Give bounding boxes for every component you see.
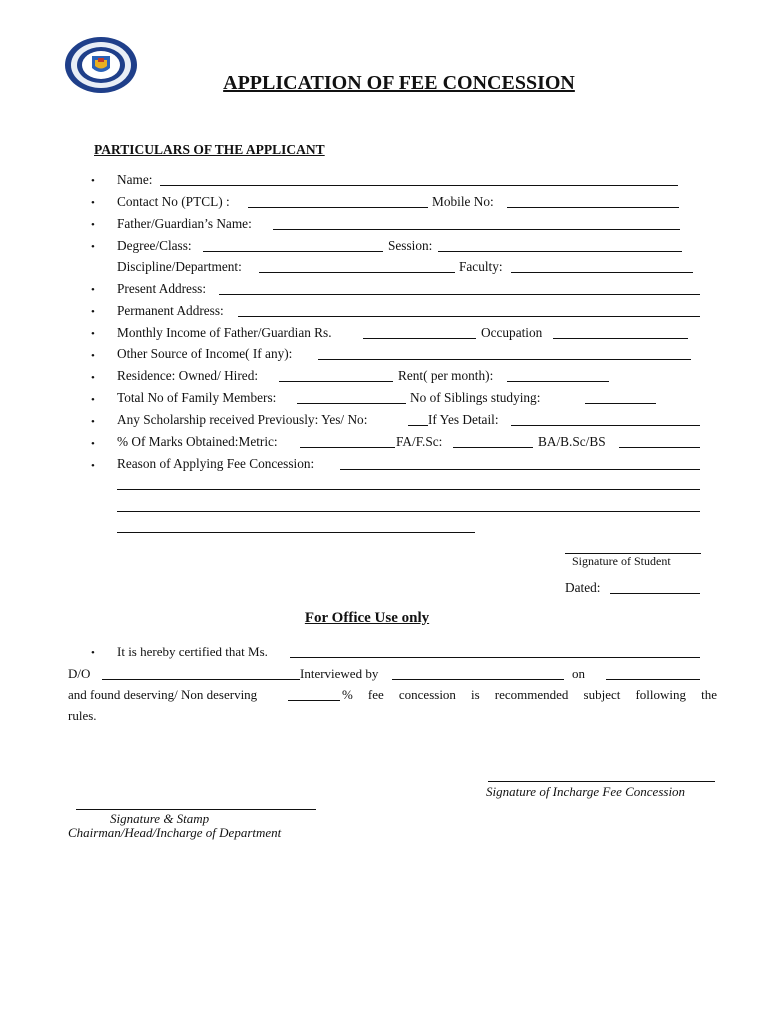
- father-name-field[interactable]: [273, 229, 680, 230]
- bullet: •: [91, 328, 95, 340]
- bullet: •: [91, 197, 95, 209]
- scholarship-detail-field[interactable]: [511, 425, 700, 426]
- name-field[interactable]: [160, 185, 678, 186]
- certified-label: It is hereby certified that Ms.: [117, 644, 268, 659]
- contact-label: Contact No (PTCL) :: [117, 194, 230, 209]
- present-address-field[interactable]: [219, 294, 700, 295]
- monthly-income-field[interactable]: [363, 338, 476, 339]
- bullet: •: [91, 438, 95, 450]
- signature-stamp-label: Signature & Stamp: [110, 811, 210, 826]
- family-members-field[interactable]: [297, 403, 406, 404]
- father-name-label: Father/Guardian’s Name:: [117, 216, 252, 231]
- chairman-signature-line[interactable]: [76, 809, 316, 810]
- dated-field[interactable]: [610, 593, 700, 594]
- contact-field[interactable]: [248, 207, 428, 208]
- degree-field[interactable]: [203, 251, 383, 252]
- interview-date-field[interactable]: [606, 679, 700, 680]
- session-label: Session:: [388, 238, 433, 253]
- reason-line[interactable]: [117, 532, 475, 533]
- concession-recommended-label: % fee concession is recommended subject following the: [342, 687, 717, 702]
- residence-field[interactable]: [279, 381, 393, 382]
- interviewed-by-field[interactable]: [392, 679, 564, 680]
- scholarship-label: Any Scholarship received Previously: Yes/ No:: [117, 412, 368, 427]
- discipline-field[interactable]: [259, 272, 455, 273]
- faculty-label: Faculty:: [459, 259, 503, 274]
- rent-label: Rent( per month):: [398, 368, 494, 383]
- reason-line[interactable]: [117, 489, 700, 490]
- dated-label: Dated:: [565, 580, 601, 595]
- on-label: on: [572, 666, 585, 681]
- scholarship-yes-no-field[interactable]: [408, 425, 428, 426]
- siblings-field[interactable]: [585, 403, 656, 404]
- name-label: Name:: [117, 172, 153, 187]
- bullet: •: [91, 284, 95, 296]
- marks-ba-field[interactable]: [619, 447, 700, 448]
- bullet: •: [91, 306, 95, 318]
- office-use-heading: For Office Use only: [304, 610, 430, 626]
- family-members-label: Total No of Family Members:: [117, 390, 277, 405]
- section-heading: PARTICULARS OF THE APPLICANT: [94, 142, 325, 157]
- bullet: •: [91, 416, 95, 428]
- discipline-label: Discipline/Department:: [117, 259, 242, 274]
- rules-label: rules.: [68, 708, 97, 723]
- student-signature-label: Signature of Student: [572, 554, 671, 568]
- reason-field[interactable]: [340, 469, 700, 470]
- mobile-label: Mobile No:: [432, 194, 494, 209]
- do-field[interactable]: [102, 679, 300, 680]
- bullet: •: [91, 647, 95, 659]
- incharge-signature-label: Signature of Incharge Fee Concession: [486, 784, 686, 799]
- marks-metric-field[interactable]: [300, 447, 395, 448]
- marks-fa-field[interactable]: [453, 447, 533, 448]
- marks-metric-label: % Of Marks Obtained:Metric:: [117, 434, 278, 449]
- marks-ba-label: BA/B.Sc/BS: [538, 434, 606, 449]
- incharge-signature-line[interactable]: [488, 781, 715, 782]
- present-address-label: Present Address:: [117, 281, 207, 296]
- chairman-title-label: Chairman/Head/Incharge of Department: [68, 825, 282, 840]
- permanent-address-field[interactable]: [238, 316, 700, 317]
- bullet: •: [91, 394, 95, 406]
- interviewed-by-label: Interviewed by: [300, 666, 379, 681]
- bullet: •: [91, 460, 95, 472]
- bullet: •: [91, 350, 95, 362]
- reason-line[interactable]: [117, 511, 700, 512]
- other-income-label: Other Source of Income( If any):: [117, 346, 293, 361]
- bullet: •: [91, 241, 95, 253]
- session-field[interactable]: [438, 251, 682, 252]
- certified-name-field[interactable]: [290, 657, 700, 658]
- do-label: D/O: [68, 666, 91, 681]
- found-deserving-label: and found deserving/ Non deserving: [68, 687, 258, 702]
- monthly-income-label: Monthly Income of Father/Guardian Rs.: [117, 325, 332, 340]
- if-yes-detail-label: If Yes Detail:: [428, 412, 499, 427]
- marks-fa-label: FA/F.Sc:: [396, 434, 443, 449]
- rent-field[interactable]: [507, 381, 609, 382]
- other-income-field[interactable]: [318, 359, 691, 360]
- bullet: •: [91, 372, 95, 384]
- concession-percent-field[interactable]: [288, 700, 340, 701]
- faculty-field[interactable]: [511, 272, 693, 273]
- bullet: •: [91, 175, 95, 187]
- degree-label: Degree/Class:: [117, 238, 192, 253]
- residence-label: Residence: Owned/ Hired:: [117, 368, 259, 383]
- occupation-field[interactable]: [553, 338, 688, 339]
- siblings-label: No of Siblings studying:: [410, 390, 541, 405]
- permanent-address-label: Permanent Address:: [117, 303, 224, 318]
- bullet: •: [91, 219, 95, 231]
- page-title: APPLICATION OF FEE CONCESSION: [223, 72, 575, 94]
- mobile-field[interactable]: [507, 207, 679, 208]
- reason-label: Reason of Applying Fee Concession:: [117, 456, 315, 471]
- occupation-label: Occupation: [481, 325, 543, 340]
